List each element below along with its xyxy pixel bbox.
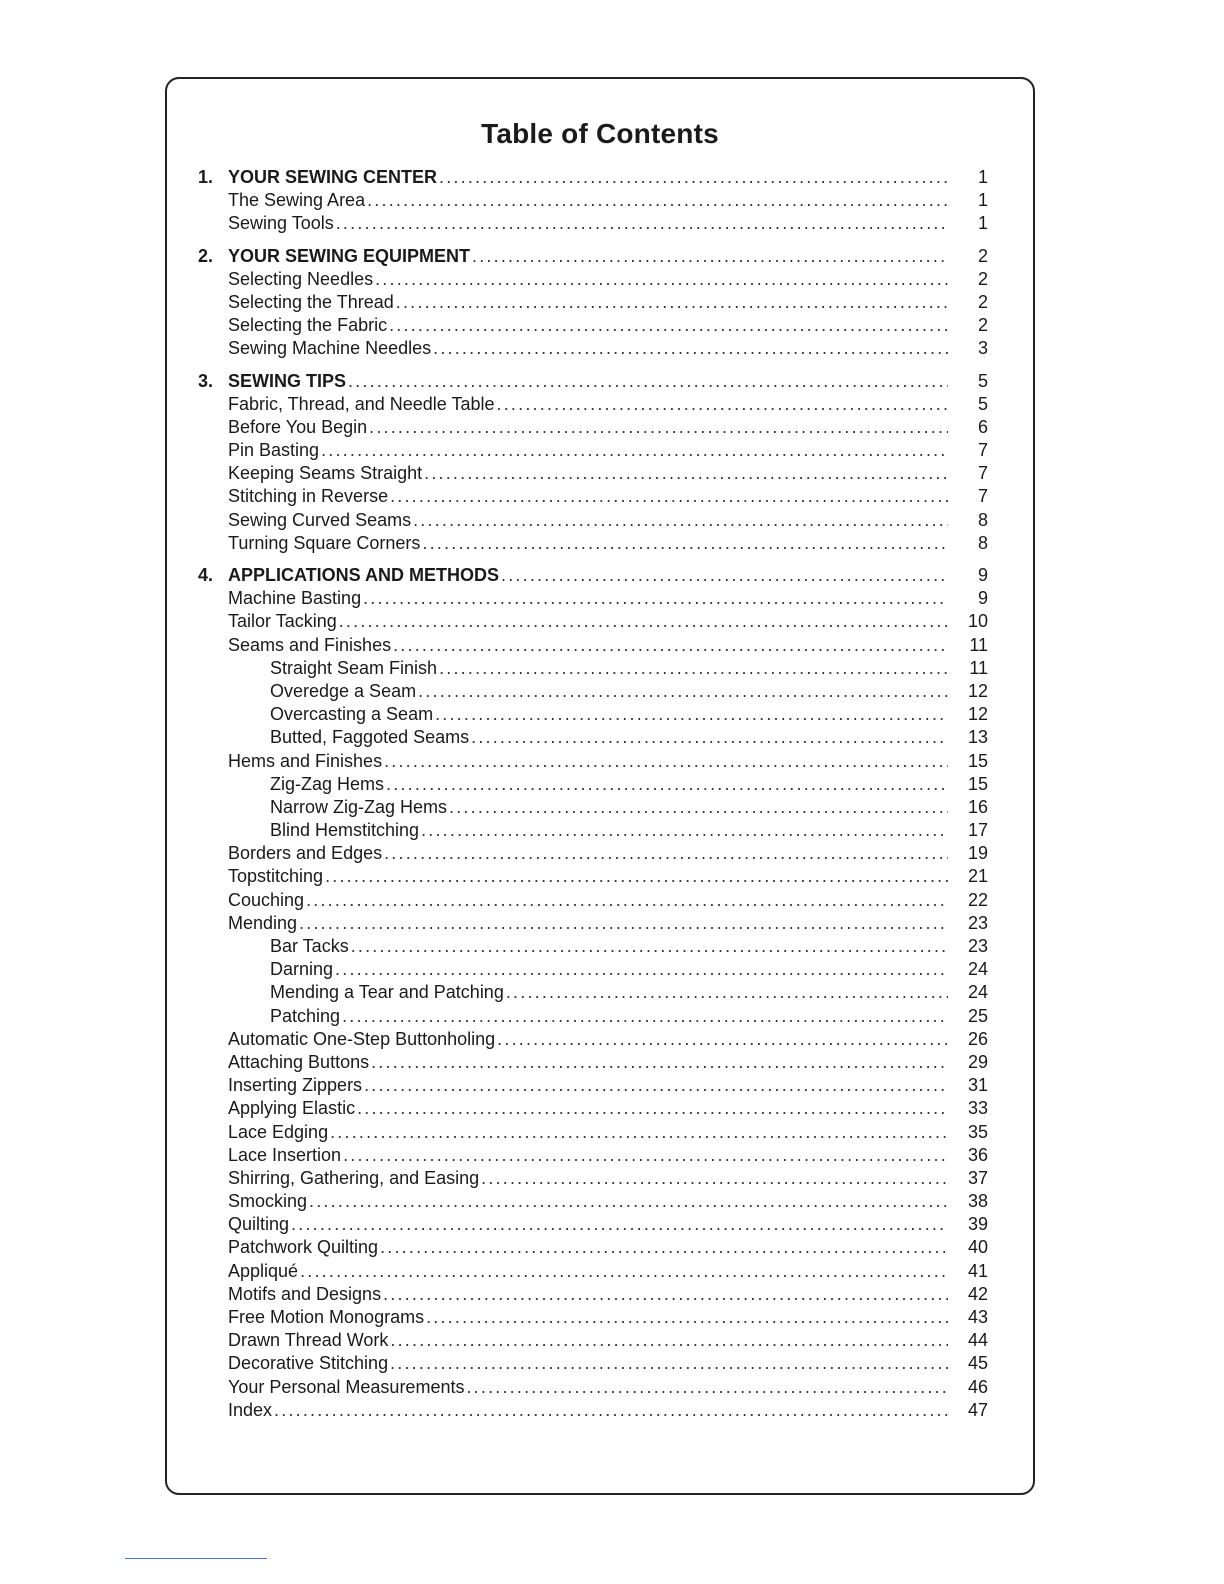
dot-leader — [299, 912, 948, 935]
toc-subentry[interactable] — [198, 657, 988, 680]
page-number: 3 — [977, 338, 988, 359]
page-number: 2 — [977, 315, 988, 336]
toc-entry — [270, 1005, 988, 1028]
toc-entry — [228, 1260, 988, 1283]
entry-label: Patching — [270, 1005, 341, 1026]
toc-item[interactable] — [198, 509, 988, 532]
dot-leader — [321, 439, 948, 462]
dot-leader — [342, 1005, 948, 1028]
toc-item[interactable] — [198, 1074, 988, 1097]
dot-leader — [371, 1051, 948, 1074]
entry-label: Automatic One-Step Buttonholing — [228, 1028, 496, 1049]
dot-leader — [369, 416, 948, 439]
toc-subentry[interactable] — [198, 796, 988, 819]
toc-entry — [228, 485, 988, 508]
footer-rule — [125, 1558, 267, 1559]
toc-entry — [270, 726, 988, 749]
dot-leader — [481, 1167, 948, 1190]
section-number: 3. — [198, 370, 214, 391]
toc-item[interactable] — [198, 610, 988, 633]
toc-entry — [228, 1097, 988, 1120]
entry-label: Selecting the Thread — [228, 291, 394, 312]
dot-leader — [357, 1097, 948, 1120]
toc-item[interactable] — [198, 1144, 988, 1167]
section-number: 2. — [198, 245, 214, 266]
toc-entry — [228, 1213, 988, 1236]
toc-entry — [228, 532, 988, 555]
page-number: 25 — [967, 1005, 988, 1026]
toc-entry — [228, 370, 988, 393]
entry-label: Motifs and Designs — [228, 1283, 382, 1304]
entry-label: Darning — [270, 959, 334, 980]
entry-label: Before You Begin — [228, 416, 368, 437]
page-number: 11 — [969, 657, 988, 678]
entry-label: Bar Tacks — [270, 936, 349, 956]
entry-label: Patchwork Quilting — [228, 1237, 379, 1258]
toc-entry — [270, 773, 988, 796]
entry-label: Seams and Finishes — [228, 634, 392, 655]
entry-label: The Sewing Area — [228, 190, 366, 211]
toc-entry — [270, 796, 988, 819]
dot-leader — [309, 1190, 948, 1213]
toc-item[interactable] — [198, 1167, 988, 1190]
page-number: 9 — [977, 565, 988, 585]
entry-label: Quilting — [228, 1214, 290, 1235]
toc-item[interactable] — [198, 1376, 988, 1399]
toc-item[interactable] — [198, 1097, 988, 1120]
dot-leader — [466, 1376, 948, 1399]
dot-leader — [413, 509, 948, 532]
page-number: 5 — [977, 393, 988, 414]
page-number: 1 — [977, 190, 988, 211]
dot-leader — [336, 212, 948, 235]
toc-item[interactable] — [198, 1352, 988, 1375]
toc-entry — [270, 981, 988, 1004]
toc-entry — [228, 1167, 988, 1190]
toc-entry — [228, 393, 988, 416]
entry-label: Overcasting a Seam — [270, 704, 434, 725]
toc-subentry[interactable] — [198, 703, 988, 726]
dot-leader — [435, 703, 948, 726]
toc-entry — [270, 657, 988, 680]
entry-label: Stitching in Reverse — [228, 486, 389, 507]
dot-leader — [380, 1236, 948, 1259]
toc-entry — [270, 680, 988, 703]
entry-label: Zig-Zag Hems — [270, 773, 385, 794]
entry-label: Sewing Tools — [228, 213, 334, 234]
page-number: 23 — [967, 936, 988, 956]
toc-item[interactable] — [198, 439, 988, 462]
entry-label: Smocking — [228, 1191, 308, 1212]
dot-leader — [449, 796, 948, 819]
entry-label: Applying Elastic — [228, 1098, 356, 1119]
toc-entry — [228, 889, 988, 912]
toc-entry — [228, 245, 988, 268]
toc-entry — [270, 819, 988, 842]
dot-leader — [351, 935, 948, 958]
dot-leader — [384, 842, 948, 865]
dot-leader — [348, 370, 948, 393]
toc-entry — [228, 416, 988, 439]
entry-label: Narrow Zig-Zag Hems — [270, 796, 448, 817]
dot-leader — [291, 1213, 948, 1236]
page-number: 47 — [967, 1399, 988, 1420]
dot-leader — [390, 1352, 948, 1375]
entry-label: Index — [228, 1399, 273, 1420]
dot-leader — [367, 189, 948, 212]
entry-label: Pin Basting — [228, 440, 320, 461]
dot-leader — [300, 1260, 948, 1283]
dot-leader — [506, 981, 948, 1004]
table-of-contents — [198, 166, 988, 1422]
entry-label: Turning Square Corners — [228, 532, 421, 553]
toc-entry — [228, 610, 988, 633]
entry-label: Free Motion Monograms — [228, 1307, 425, 1327]
toc-entry — [270, 935, 988, 958]
toc-entry — [228, 1074, 988, 1097]
entry-label: Lace Edging — [228, 1121, 329, 1142]
toc-entry — [228, 166, 988, 189]
page-number: 7 — [977, 486, 988, 507]
entry-label: Shirring, Gathering, and Easing — [228, 1167, 480, 1188]
page-number: 21 — [967, 866, 988, 887]
dot-leader — [389, 314, 948, 337]
page-number: 12 — [967, 704, 988, 725]
toc-subentry[interactable] — [198, 773, 988, 796]
toc-item[interactable] — [198, 1399, 988, 1422]
page-number: 43 — [967, 1307, 988, 1327]
page-number: 31 — [967, 1075, 988, 1096]
dot-leader — [390, 1329, 948, 1352]
entry-label: Sewing Curved Seams — [228, 509, 412, 530]
page-number: 29 — [967, 1051, 988, 1072]
page-number: 10 — [967, 611, 988, 632]
page-number: 46 — [967, 1376, 988, 1397]
entry-label: Sewing Machine Needles — [228, 338, 432, 359]
toc-entry — [228, 564, 988, 587]
toc-item[interactable] — [198, 1213, 988, 1236]
toc-item[interactable] — [198, 314, 988, 337]
toc-subentry[interactable] — [198, 680, 988, 703]
dot-leader — [472, 245, 948, 268]
toc-subentry[interactable] — [198, 981, 988, 1004]
toc-item[interactable] — [198, 1121, 988, 1144]
toc-item[interactable] — [198, 212, 988, 235]
entry-label: Inserting Zippers — [228, 1075, 363, 1096]
entry-label: Couching — [228, 889, 305, 910]
dot-leader — [383, 1283, 948, 1306]
entry-label: Mending a Tear and Patching — [270, 982, 504, 1003]
toc-item[interactable] — [198, 634, 988, 657]
dot-leader — [393, 634, 948, 657]
dot-leader — [439, 657, 948, 680]
toc-subentry[interactable] — [198, 819, 988, 842]
toc-entry — [228, 509, 988, 532]
entry-label: Overedge a Seam — [270, 680, 417, 701]
toc-item[interactable] — [198, 532, 988, 555]
page-number: 44 — [967, 1330, 988, 1351]
page-number: 40 — [967, 1237, 988, 1258]
entry-label: Tailor Tacking — [228, 611, 337, 632]
page-number: 24 — [967, 982, 988, 1003]
dot-leader — [424, 462, 948, 485]
section-title: APPLICATIONS AND METHODS — [228, 565, 500, 585]
toc-entry — [270, 703, 988, 726]
page-number: 6 — [977, 416, 988, 437]
toc-item[interactable] — [198, 587, 988, 610]
page-number: 39 — [967, 1214, 988, 1235]
section-title: YOUR SEWING EQUIPMENT — [228, 245, 471, 266]
section-number: 4. — [198, 565, 214, 585]
dot-leader — [439, 166, 948, 189]
toc-entry — [228, 1283, 988, 1306]
dot-leader — [363, 587, 948, 610]
entry-label: Topstitching — [228, 866, 324, 887]
section-title: YOUR SEWING CENTER — [228, 167, 438, 187]
dot-leader — [418, 680, 948, 703]
toc-item[interactable] — [198, 393, 988, 416]
page-number: 5 — [977, 370, 988, 391]
dot-leader — [497, 1028, 948, 1051]
page-number: 15 — [967, 750, 988, 771]
toc-item[interactable] — [198, 1236, 988, 1259]
page-number: 9 — [977, 588, 988, 609]
toc-entry — [228, 1236, 988, 1259]
toc-item[interactable] — [198, 337, 988, 360]
entry-label: Drawn Thread Work — [228, 1330, 389, 1351]
toc-item[interactable] — [198, 291, 988, 314]
toc-section-heading[interactable] — [198, 370, 988, 393]
toc-entry — [228, 750, 988, 773]
toc-item[interactable] — [198, 1051, 988, 1074]
toc-entry — [228, 842, 988, 865]
page-number: 22 — [967, 889, 988, 910]
dot-leader — [390, 485, 948, 508]
toc-entry — [228, 1051, 988, 1074]
toc-subentry[interactable] — [198, 1005, 988, 1028]
toc-item[interactable] — [198, 1306, 988, 1329]
dot-leader — [396, 291, 948, 314]
page-number: 26 — [967, 1028, 988, 1049]
dot-leader — [330, 1121, 948, 1144]
toc-subentry[interactable] — [198, 935, 988, 958]
toc-item[interactable] — [198, 462, 988, 485]
page-number: 2 — [977, 291, 988, 312]
page-title: Table of Contents — [481, 118, 719, 149]
page-number: 35 — [967, 1121, 988, 1142]
toc-item[interactable] — [198, 1283, 988, 1306]
dot-leader — [497, 393, 948, 416]
toc-subentry[interactable] — [198, 726, 988, 749]
toc-entry — [228, 1352, 988, 1375]
page-number: 24 — [967, 959, 988, 980]
page-number: 23 — [967, 912, 988, 933]
dot-leader — [426, 1306, 948, 1329]
dot-leader — [501, 564, 948, 587]
entry-label: Keeping Seams Straight — [228, 463, 423, 484]
toc-item[interactable] — [198, 1329, 988, 1352]
page-number: 33 — [967, 1098, 988, 1119]
dot-leader — [384, 750, 948, 773]
page-number: 38 — [967, 1191, 988, 1212]
dot-leader — [274, 1399, 948, 1422]
dot-leader — [343, 1144, 948, 1167]
toc-item[interactable] — [198, 750, 988, 773]
entry-label: Fabric, Thread, and Needle Table — [228, 393, 495, 414]
page-number: 41 — [967, 1260, 988, 1281]
toc-entry — [228, 587, 988, 610]
page-number: 2 — [977, 268, 988, 289]
toc-item[interactable] — [198, 268, 988, 291]
entry-label: Borders and Edges — [228, 843, 383, 864]
dot-leader — [325, 865, 948, 888]
toc-entry — [228, 212, 988, 235]
toc-section-heading[interactable] — [198, 245, 988, 268]
dot-leader — [386, 773, 948, 796]
dot-leader — [364, 1074, 948, 1097]
toc-section-heading[interactable] — [198, 166, 988, 189]
entry-label: Lace Insertion — [228, 1144, 342, 1165]
section-title: SEWING TIPS — [228, 370, 347, 391]
toc-entry — [228, 268, 988, 291]
dot-leader — [471, 726, 948, 749]
toc-entry — [270, 958, 988, 981]
entry-label: Your Personal Measurements — [228, 1376, 465, 1397]
page-number: 1 — [977, 167, 988, 187]
section-number: 1. — [198, 167, 214, 187]
entry-label: Straight Seam Finish — [270, 657, 438, 678]
entry-label: Machine Basting — [228, 588, 362, 609]
toc-entry — [228, 189, 988, 212]
page-number: 16 — [967, 796, 988, 817]
toc-item[interactable] — [198, 865, 988, 888]
toc-entry — [228, 1028, 988, 1051]
page-number: 45 — [967, 1353, 988, 1374]
page-number: 19 — [967, 843, 988, 864]
toc-entry — [228, 1399, 988, 1422]
page-number: 37 — [967, 1167, 988, 1188]
page-number: 17 — [967, 820, 988, 841]
entry-label: Mending — [228, 912, 298, 933]
entry-label: Decorative Stitching — [228, 1353, 389, 1374]
toc-subentry[interactable] — [198, 958, 988, 981]
toc-item[interactable] — [198, 485, 988, 508]
toc-entry — [228, 1190, 988, 1213]
page-number: 2 — [977, 245, 988, 266]
toc-entry — [228, 1306, 988, 1329]
toc-entry — [228, 1329, 988, 1352]
toc-item[interactable] — [198, 1190, 988, 1213]
page-number: 13 — [967, 727, 988, 748]
entry-label: Hems and Finishes — [228, 750, 383, 771]
page-number: 7 — [977, 463, 988, 484]
page-number: 15 — [967, 773, 988, 794]
dot-leader — [421, 819, 948, 842]
toc-section-heading[interactable] — [198, 564, 988, 587]
page-number: 7 — [977, 440, 988, 461]
page-number: 36 — [967, 1144, 988, 1165]
page-number: 11 — [969, 634, 988, 655]
toc-entry — [228, 337, 988, 360]
page-number: 42 — [967, 1283, 988, 1304]
toc-entry — [228, 314, 988, 337]
entry-label: Appliqué — [228, 1260, 299, 1281]
toc-item[interactable] — [198, 416, 988, 439]
toc-entry — [228, 1121, 988, 1144]
toc-item[interactable] — [198, 189, 988, 212]
toc-item[interactable] — [198, 1260, 988, 1283]
page-number: 8 — [977, 509, 988, 530]
entry-label: Selecting Needles — [228, 268, 374, 289]
dot-leader — [433, 337, 948, 360]
toc-entry — [228, 291, 988, 314]
dot-leader — [375, 268, 948, 291]
toc-entry — [228, 462, 988, 485]
page-number: 1 — [977, 213, 988, 234]
toc-item[interactable] — [198, 889, 988, 912]
dot-leader — [422, 532, 948, 555]
toc-entry — [228, 439, 988, 462]
toc-entry — [228, 634, 988, 657]
toc-item[interactable] — [198, 912, 988, 935]
dot-leader — [339, 610, 948, 633]
page-number: 12 — [967, 680, 988, 701]
dot-leader — [335, 958, 948, 981]
entry-label: Butted, Faggoted Seams — [270, 727, 470, 748]
toc-entry — [228, 1376, 988, 1399]
toc-item[interactable] — [198, 842, 988, 865]
entry-label: Selecting the Fabric — [228, 315, 388, 336]
page-number: 8 — [977, 532, 988, 553]
entry-label: Attaching Buttons — [228, 1051, 370, 1072]
entry-label: Blind Hemstitching — [270, 820, 420, 841]
toc-item[interactable] — [198, 1028, 988, 1051]
dot-leader — [306, 889, 948, 912]
toc-entry — [228, 912, 988, 935]
toc-entry — [228, 1144, 988, 1167]
toc-entry — [228, 865, 988, 888]
